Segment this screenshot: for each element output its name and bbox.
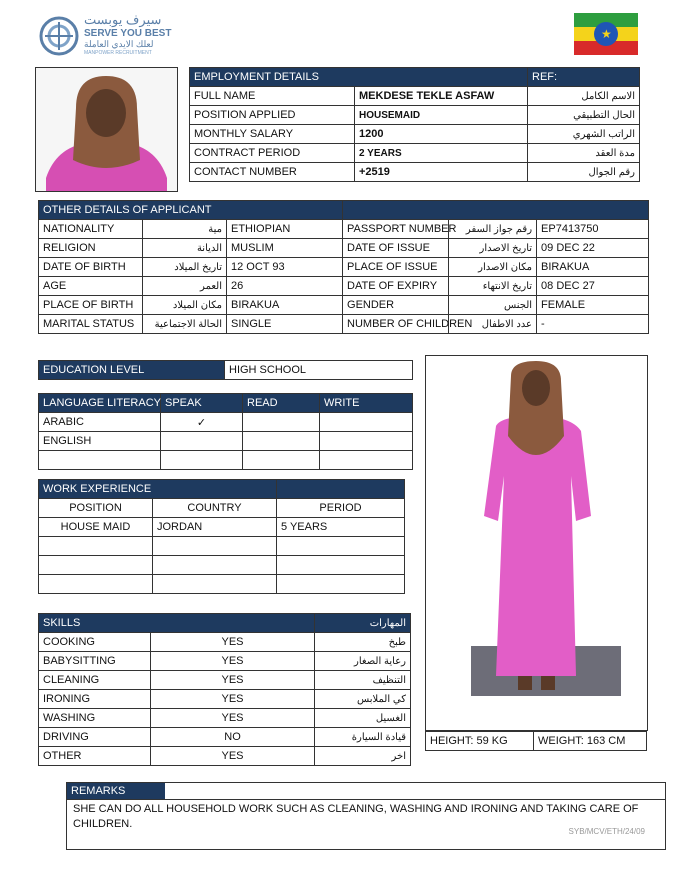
field-label: PLACE OF BIRTH	[39, 296, 143, 315]
field-label-arabic: مية	[143, 220, 227, 239]
language-table	[38, 393, 413, 470]
table-row	[190, 87, 640, 106]
skill-name: WASHING	[39, 709, 151, 728]
skill-name-arabic: كي الملابس	[315, 690, 411, 709]
work-country	[153, 537, 277, 556]
table-row	[39, 575, 405, 594]
work-period	[277, 537, 405, 556]
table-row	[39, 258, 649, 277]
table-row	[39, 556, 405, 575]
skill-value: YES	[151, 671, 315, 690]
field-label-arabic: الديانة	[143, 239, 227, 258]
table-row	[39, 518, 405, 537]
table-row	[39, 690, 411, 709]
skill-name-arabic: قيادة السيارة	[315, 728, 411, 747]
field-value: 09 DEC 22	[537, 239, 649, 258]
cell	[161, 451, 243, 470]
applicant-portrait-icon	[36, 68, 177, 191]
field-label-arabic: العمر	[143, 277, 227, 296]
field-value: ETHIOPIAN	[227, 220, 343, 239]
full-body-photo	[425, 355, 648, 731]
column-header: WRITE	[320, 394, 413, 413]
skill-value: YES	[151, 690, 315, 709]
field-label-arabic: تاريخ الاصدار	[449, 239, 537, 258]
table-row	[39, 239, 649, 258]
work-period	[277, 575, 405, 594]
table-row	[39, 432, 413, 451]
field-label-arabic: الجنس	[449, 296, 537, 315]
skill-value: YES	[151, 747, 315, 766]
work-position	[39, 575, 153, 594]
field-label: NATIONALITY	[39, 220, 143, 239]
field-label: MONTHLY SALARY	[190, 125, 355, 144]
skill-name-arabic: اخر	[315, 747, 411, 766]
column-header: LANGUAGE LITERACY	[39, 394, 161, 413]
skill-name-arabic: طبخ	[315, 633, 411, 652]
work-period	[277, 556, 405, 575]
field-label-arabic: الراتب الشهري	[528, 125, 640, 144]
skill-name-arabic: الغسيل	[315, 709, 411, 728]
checkmark-icon: ✓	[161, 413, 243, 432]
skill-value: YES	[151, 652, 315, 671]
field-value: -	[537, 315, 649, 334]
field-value: 2 YEARS	[355, 144, 528, 163]
employment-details-table	[189, 67, 640, 182]
skill-name: OTHER	[39, 747, 151, 766]
field-value: +2519	[355, 163, 528, 182]
ethiopia-flag-icon: ★	[574, 13, 638, 55]
skill-name: COOKING	[39, 633, 151, 652]
skill-value: YES	[151, 709, 315, 728]
field-label: MARITAL STATUS	[39, 315, 143, 334]
cell	[161, 432, 243, 451]
table-row	[39, 537, 405, 556]
table-row	[39, 451, 413, 470]
field-label: RELIGION	[39, 239, 143, 258]
work-position: HOUSE MAID	[39, 518, 153, 537]
field-label-arabic: مكان الميلاد	[143, 296, 227, 315]
work-experience-table	[38, 479, 405, 594]
skill-value: NO	[151, 728, 315, 747]
other-details-table	[38, 200, 649, 334]
skills-title: SKILLS	[39, 614, 315, 633]
table-row	[39, 747, 411, 766]
skill-name: CLEANING	[39, 671, 151, 690]
field-label: DATE OF BIRTH	[39, 258, 143, 277]
field-label-arabic: الحالة الاجتماعية	[143, 315, 227, 334]
field-value: HOUSEMAID	[355, 106, 528, 125]
remarks-title: REMARKS	[67, 783, 165, 799]
field-label-arabic: مدة العقد	[528, 144, 640, 163]
remarks-section	[66, 782, 666, 850]
remarks-text: SHE CAN DO ALL HOUSEHOLD WORK SUCH AS CLEANING, WASHING AND IRONING AND TAKING CARE OF CHILDREN.	[67, 799, 665, 834]
cell	[320, 432, 413, 451]
education-value: HIGH SCHOOL	[225, 361, 413, 380]
weight-value: WEIGHT: 163 CM	[534, 732, 647, 751]
skill-name: BABYSITTING	[39, 652, 151, 671]
work-country	[153, 575, 277, 594]
skills-table	[38, 613, 411, 766]
logo-english: SERVE YOU BEST	[84, 28, 172, 39]
applicant-full-body-icon	[426, 356, 647, 730]
column-header: COUNTRY	[153, 499, 277, 518]
education-label: EDUCATION LEVEL	[39, 361, 225, 380]
skill-value: YES	[151, 633, 315, 652]
table-row	[39, 652, 411, 671]
column-header: POSITION	[39, 499, 153, 518]
field-label-arabic: الاسم الكامل	[528, 87, 640, 106]
column-header: PERIOD	[277, 499, 405, 518]
logo-emblem-icon	[38, 14, 80, 58]
cell	[243, 451, 320, 470]
field-label-arabic: رقم الجوال	[528, 163, 640, 182]
work-title: WORK EXPERIENCE	[39, 480, 277, 499]
logo-tagline: MANPOWER RECRUITMENT	[84, 50, 152, 56]
table-row	[39, 277, 649, 296]
table-row	[39, 633, 411, 652]
table-row	[39, 315, 649, 334]
table-row	[190, 125, 640, 144]
field-label: AGE	[39, 277, 143, 296]
cell	[243, 413, 320, 432]
passport-photo	[35, 67, 178, 192]
skill-name-arabic: رعاية الصغار	[315, 652, 411, 671]
field-value: 08 DEC 27	[537, 277, 649, 296]
field-label: CONTACT NUMBER	[190, 163, 355, 182]
field-label-arabic: تاريخ الميلاد	[143, 258, 227, 277]
logo-arabic: سيرف يوبست	[84, 12, 162, 27]
table-row	[190, 163, 640, 182]
field-label: PLACE OF ISSUE	[343, 258, 449, 277]
work-position	[39, 537, 153, 556]
field-label: NUMBER OF CHILDREN	[343, 315, 449, 334]
table-row	[39, 220, 649, 239]
language-name: ENGLISH	[39, 432, 161, 451]
field-label: POSITION APPLIED	[190, 106, 355, 125]
work-period: 5 YEARS	[277, 518, 405, 537]
skill-name: IRONING	[39, 690, 151, 709]
field-label-arabic: تاريخ الانتهاء	[449, 277, 537, 296]
work-country: JORDAN	[153, 518, 277, 537]
field-label-arabic: الحال التطبيقي	[528, 106, 640, 125]
table-row	[190, 106, 640, 125]
table-row	[39, 671, 411, 690]
column-header: READ	[243, 394, 320, 413]
logo-arabic-sub: لعلك الايدي العاملة	[84, 39, 154, 49]
field-value: FEMALE	[537, 296, 649, 315]
field-value: EP7413750	[537, 220, 649, 239]
cell	[320, 413, 413, 432]
document-code: SYB/MCV/ETH/24/09	[568, 827, 645, 836]
field-label: DATE OF EXPIRY	[343, 277, 449, 296]
field-label-arabic: عدد الاطفال	[449, 315, 537, 334]
table-row	[39, 296, 649, 315]
field-label: DATE OF ISSUE	[343, 239, 449, 258]
field-value: 26	[227, 277, 343, 296]
field-value: BIRAKUA	[227, 296, 343, 315]
table-row	[190, 144, 640, 163]
employment-title: EMPLOYMENT DETAILS	[190, 68, 528, 87]
cell	[243, 432, 320, 451]
field-value: MUSLIM	[227, 239, 343, 258]
height-value: HEIGHT: 59 KG	[426, 732, 534, 751]
table-row	[39, 413, 413, 432]
field-value: 12 OCT 93	[227, 258, 343, 277]
ref-label: REF:	[528, 68, 640, 87]
work-position	[39, 556, 153, 575]
field-label: FULL NAME	[190, 87, 355, 106]
field-label: PASSPORT NUMBER	[343, 220, 449, 239]
field-value: BIRAKUA	[537, 258, 649, 277]
cell	[320, 451, 413, 470]
field-label: GENDER	[343, 296, 449, 315]
field-value: SINGLE	[227, 315, 343, 334]
field-label-arabic: رقم جواز السفر	[449, 220, 537, 239]
skills-title-arabic: المهارات	[315, 614, 411, 633]
table-row	[39, 728, 411, 747]
field-label-arabic: مكان الاصدار	[449, 258, 537, 277]
table-row	[39, 709, 411, 728]
other-details-title: OTHER DETAILS OF APPLICANT	[39, 201, 343, 220]
skill-name: DRIVING	[39, 728, 151, 747]
work-country	[153, 556, 277, 575]
company-logo	[38, 12, 178, 62]
field-label: CONTRACT PERIOD	[190, 144, 355, 163]
language-name: ARABIC	[39, 413, 161, 432]
field-value: 1200	[355, 125, 528, 144]
skill-name-arabic: التنظيف	[315, 671, 411, 690]
column-header: SPEAK	[161, 394, 243, 413]
field-value: MEKDESE TEKLE ASFAW	[355, 87, 528, 106]
language-name	[39, 451, 161, 470]
measurements-table	[425, 731, 647, 751]
education-table	[38, 360, 413, 380]
